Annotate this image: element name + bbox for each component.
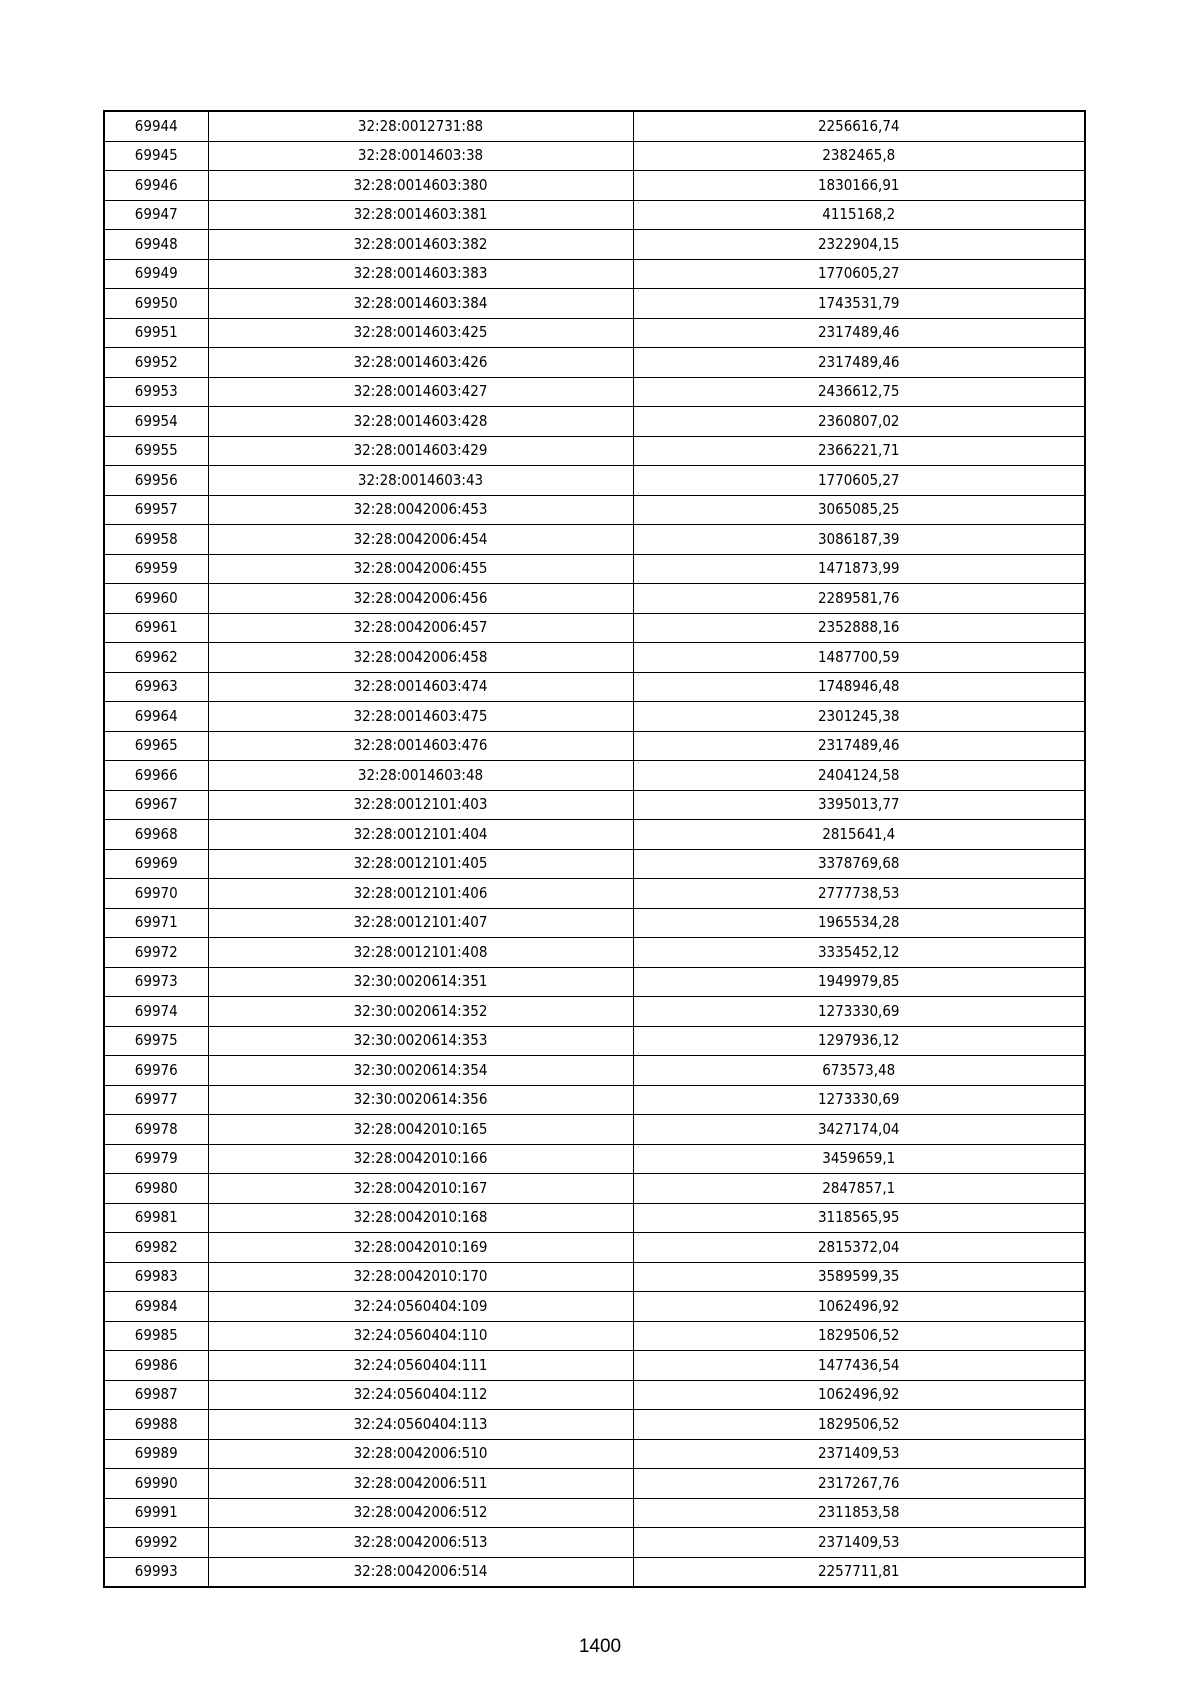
table-row (104, 1115, 1085, 1145)
row-number-cell: 69962 (104, 643, 208, 673)
value-cell: 3459659,1 (633, 1144, 1085, 1174)
table-row (104, 1262, 1085, 1292)
value-cell: 1949979,85 (633, 967, 1085, 997)
row-number-cell: 69948 (104, 230, 208, 260)
cadastral-number-cell: 32:28:0014603:427 (208, 377, 633, 407)
value-cell: 1748946,48 (633, 672, 1085, 702)
row-number-cell: 69970 (104, 879, 208, 909)
cadastral-number-cell: 32:28:0012101:403 (208, 790, 633, 820)
data-table (103, 110, 1086, 1588)
row-number-cell: 69961 (104, 613, 208, 643)
table-body (104, 111, 1085, 1587)
value-cell: 2366221,71 (633, 436, 1085, 466)
cadastral-number-cell: 32:28:0014603:382 (208, 230, 633, 260)
value-cell: 2301245,38 (633, 702, 1085, 732)
cadastral-number-cell: 32:28:0014603:429 (208, 436, 633, 466)
row-number-cell: 69973 (104, 967, 208, 997)
table-row (104, 938, 1085, 968)
table-row (104, 1380, 1085, 1410)
value-cell: 1829506,52 (633, 1321, 1085, 1351)
cadastral-number-cell: 32:30:0020614:356 (208, 1085, 633, 1115)
table-row (104, 1056, 1085, 1086)
value-cell: 2777738,53 (633, 879, 1085, 909)
cadastral-number-cell: 32:28:0014603:426 (208, 348, 633, 378)
value-cell: 1273330,69 (633, 997, 1085, 1027)
cadastral-number-cell: 32:28:0042006:453 (208, 495, 633, 525)
table-row (104, 761, 1085, 791)
value-cell: 3395013,77 (633, 790, 1085, 820)
cadastral-number-cell: 32:28:0042006:513 (208, 1528, 633, 1558)
table-row (104, 259, 1085, 289)
cadastral-number-cell: 32:28:0042010:167 (208, 1174, 633, 1204)
value-cell: 3065085,25 (633, 495, 1085, 525)
table-row (104, 643, 1085, 673)
cadastral-number-cell: 32:28:0042006:510 (208, 1439, 633, 1469)
row-number-cell: 69963 (104, 672, 208, 702)
cadastral-number-cell: 32:28:0042010:168 (208, 1203, 633, 1233)
value-cell: 1770605,27 (633, 466, 1085, 496)
value-cell: 1062496,92 (633, 1380, 1085, 1410)
row-number-cell: 69975 (104, 1026, 208, 1056)
table-row (104, 1144, 1085, 1174)
cadastral-number-cell: 32:28:0014603:383 (208, 259, 633, 289)
table-row (104, 820, 1085, 850)
row-number-cell: 69969 (104, 849, 208, 879)
value-cell: 4115168,2 (633, 200, 1085, 230)
table-row (104, 111, 1085, 141)
row-number-cell: 69990 (104, 1469, 208, 1499)
cadastral-number-cell: 32:28:0014603:381 (208, 200, 633, 230)
value-cell: 3427174,04 (633, 1115, 1085, 1145)
row-number-cell: 69977 (104, 1085, 208, 1115)
value-cell: 1471873,99 (633, 554, 1085, 584)
cadastral-number-cell: 32:30:0020614:352 (208, 997, 633, 1027)
cadastral-number-cell: 32:28:0014603:428 (208, 407, 633, 437)
cadastral-number-cell: 32:28:0042010:169 (208, 1233, 633, 1263)
value-cell: 2352888,16 (633, 613, 1085, 643)
value-cell: 3335452,12 (633, 938, 1085, 968)
row-number-cell: 69966 (104, 761, 208, 791)
cadastral-number-cell: 32:28:0014603:43 (208, 466, 633, 496)
cadastral-number-cell: 32:28:0042006:458 (208, 643, 633, 673)
table-row (104, 1469, 1085, 1499)
row-number-cell: 69959 (104, 554, 208, 584)
table-row (104, 1292, 1085, 1322)
table-row (104, 731, 1085, 761)
value-cell: 3086187,39 (633, 525, 1085, 555)
row-number-cell: 69952 (104, 348, 208, 378)
value-cell: 3378769,68 (633, 849, 1085, 879)
cadastral-number-cell: 32:30:0020614:353 (208, 1026, 633, 1056)
table-row (104, 230, 1085, 260)
row-number-cell: 69987 (104, 1380, 208, 1410)
table-row (104, 997, 1085, 1027)
table-row (104, 525, 1085, 555)
table-row (104, 584, 1085, 614)
table-row (104, 908, 1085, 938)
cadastral-number-cell: 32:28:0012101:405 (208, 849, 633, 879)
value-cell: 1477436,54 (633, 1351, 1085, 1381)
row-number-cell: 69982 (104, 1233, 208, 1263)
value-cell: 2815372,04 (633, 1233, 1085, 1263)
value-cell: 1273330,69 (633, 1085, 1085, 1115)
row-number-cell: 69971 (104, 908, 208, 938)
table-row (104, 554, 1085, 584)
cadastral-number-cell: 32:28:0042010:170 (208, 1262, 633, 1292)
row-number-cell: 69992 (104, 1528, 208, 1558)
table-row (104, 141, 1085, 171)
cadastral-number-cell: 32:28:0014603:425 (208, 318, 633, 348)
page-number: 1400 (578, 1636, 622, 1657)
table-row (104, 849, 1085, 879)
cadastral-number-cell: 32:28:0042006:514 (208, 1557, 633, 1587)
row-number-cell: 69946 (104, 171, 208, 201)
table-row (104, 377, 1085, 407)
table-row (104, 495, 1085, 525)
cadastral-number-cell: 32:28:0042006:511 (208, 1469, 633, 1499)
table-row (104, 1085, 1085, 1115)
cadastral-number-cell: 32:28:0042010:166 (208, 1144, 633, 1174)
table-row (104, 1528, 1085, 1558)
table-row (104, 289, 1085, 319)
table-row (104, 672, 1085, 702)
row-number-cell: 69974 (104, 997, 208, 1027)
value-cell: 2815641,4 (633, 820, 1085, 850)
cadastral-number-cell: 32:28:0014603:38 (208, 141, 633, 171)
table-row (104, 318, 1085, 348)
row-number-cell: 69949 (104, 259, 208, 289)
row-number-cell: 69965 (104, 731, 208, 761)
value-cell: 1770605,27 (633, 259, 1085, 289)
row-number-cell: 69984 (104, 1292, 208, 1322)
cadastral-number-cell: 32:28:0014603:384 (208, 289, 633, 319)
row-number-cell: 69944 (104, 111, 208, 141)
cadastral-number-cell: 32:28:0012101:408 (208, 938, 633, 968)
cadastral-number-cell: 32:28:0042006:457 (208, 613, 633, 643)
row-number-cell: 69958 (104, 525, 208, 555)
table-row (104, 348, 1085, 378)
cadastral-number-cell: 32:28:0014603:380 (208, 171, 633, 201)
value-cell: 2256616,74 (633, 111, 1085, 141)
table-row (104, 1410, 1085, 1440)
cadastral-number-cell: 32:28:0042010:165 (208, 1115, 633, 1145)
row-number-cell: 69985 (104, 1321, 208, 1351)
table-row (104, 1026, 1085, 1056)
cadastral-number-cell: 32:28:0042006:512 (208, 1498, 633, 1528)
table-row (104, 1498, 1085, 1528)
value-cell: 2311853,58 (633, 1498, 1085, 1528)
row-number-cell: 69956 (104, 466, 208, 496)
value-cell: 3589599,35 (633, 1262, 1085, 1292)
table-row (104, 1203, 1085, 1233)
value-cell: 1487700,59 (633, 643, 1085, 673)
value-cell: 2289581,76 (633, 584, 1085, 614)
value-cell: 1062496,92 (633, 1292, 1085, 1322)
cadastral-number-cell: 32:28:0014603:476 (208, 731, 633, 761)
row-number-cell: 69972 (104, 938, 208, 968)
table-row (104, 613, 1085, 643)
table-row (104, 1557, 1085, 1587)
cadastral-number-cell: 32:28:0014603:474 (208, 672, 633, 702)
row-number-cell: 69989 (104, 1439, 208, 1469)
cadastral-number-cell: 32:28:0012101:406 (208, 879, 633, 909)
row-number-cell: 69947 (104, 200, 208, 230)
table-row (104, 702, 1085, 732)
table-row (104, 879, 1085, 909)
cadastral-number-cell: 32:28:0012101:404 (208, 820, 633, 850)
table-row (104, 790, 1085, 820)
row-number-cell: 69960 (104, 584, 208, 614)
cadastral-number-cell: 32:24:0560404:112 (208, 1380, 633, 1410)
row-number-cell: 69951 (104, 318, 208, 348)
table-row (104, 1321, 1085, 1351)
value-cell: 1965534,28 (633, 908, 1085, 938)
value-cell: 2317267,76 (633, 1469, 1085, 1499)
cadastral-number-cell: 32:28:0042006:456 (208, 584, 633, 614)
value-cell: 1743531,79 (633, 289, 1085, 319)
row-number-cell: 69955 (104, 436, 208, 466)
row-number-cell: 69978 (104, 1115, 208, 1145)
value-cell: 2257711,81 (633, 1557, 1085, 1587)
cadastral-number-cell: 32:24:0560404:110 (208, 1321, 633, 1351)
value-cell: 3118565,95 (633, 1203, 1085, 1233)
value-cell: 1829506,52 (633, 1410, 1085, 1440)
table-row (104, 436, 1085, 466)
row-number-cell: 69954 (104, 407, 208, 437)
value-cell: 2317489,46 (633, 731, 1085, 761)
row-number-cell: 69980 (104, 1174, 208, 1204)
cadastral-number-cell: 32:28:0012731:88 (208, 111, 633, 141)
value-cell: 2436612,75 (633, 377, 1085, 407)
row-number-cell: 69950 (104, 289, 208, 319)
value-cell: 2317489,46 (633, 318, 1085, 348)
cadastral-number-cell: 32:28:0042006:455 (208, 554, 633, 584)
value-cell: 1297936,12 (633, 1026, 1085, 1056)
row-number-cell: 69953 (104, 377, 208, 407)
row-number-cell: 69945 (104, 141, 208, 171)
cadastral-number-cell: 32:28:0042006:454 (208, 525, 633, 555)
value-cell: 2382465,8 (633, 141, 1085, 171)
row-number-cell: 69981 (104, 1203, 208, 1233)
table-row (104, 1174, 1085, 1204)
cadastral-number-cell: 32:28:0012101:407 (208, 908, 633, 938)
table-row (104, 1439, 1085, 1469)
cadastral-number-cell: 32:24:0560404:109 (208, 1292, 633, 1322)
value-cell: 2322904,15 (633, 230, 1085, 260)
row-number-cell: 69991 (104, 1498, 208, 1528)
row-number-cell: 69967 (104, 790, 208, 820)
value-cell: 1830166,91 (633, 171, 1085, 201)
row-number-cell: 69986 (104, 1351, 208, 1381)
row-number-cell: 69988 (104, 1410, 208, 1440)
table-row (104, 1233, 1085, 1263)
row-number-cell: 69976 (104, 1056, 208, 1086)
table-row (104, 967, 1085, 997)
table-row (104, 1351, 1085, 1381)
row-number-cell: 69968 (104, 820, 208, 850)
value-cell: 2360807,02 (633, 407, 1085, 437)
row-number-cell: 69957 (104, 495, 208, 525)
table-row (104, 200, 1085, 230)
row-number-cell: 69983 (104, 1262, 208, 1292)
value-cell: 2317489,46 (633, 348, 1085, 378)
row-number-cell: 69964 (104, 702, 208, 732)
table-row (104, 407, 1085, 437)
cadastral-number-cell: 32:28:0014603:475 (208, 702, 633, 732)
value-cell: 2371409,53 (633, 1528, 1085, 1558)
row-number-cell: 69993 (104, 1557, 208, 1587)
value-cell: 2847857,1 (633, 1174, 1085, 1204)
row-number-cell: 69979 (104, 1144, 208, 1174)
cadastral-number-cell: 32:28:0014603:48 (208, 761, 633, 791)
cadastral-number-cell: 32:24:0560404:113 (208, 1410, 633, 1440)
table-row (104, 171, 1085, 201)
value-cell: 2404124,58 (633, 761, 1085, 791)
value-cell: 673573,48 (633, 1056, 1085, 1086)
value-cell: 2371409,53 (633, 1439, 1085, 1469)
cadastral-number-cell: 32:24:0560404:111 (208, 1351, 633, 1381)
table-row (104, 466, 1085, 496)
cadastral-number-cell: 32:30:0020614:354 (208, 1056, 633, 1086)
cadastral-number-cell: 32:30:0020614:351 (208, 967, 633, 997)
